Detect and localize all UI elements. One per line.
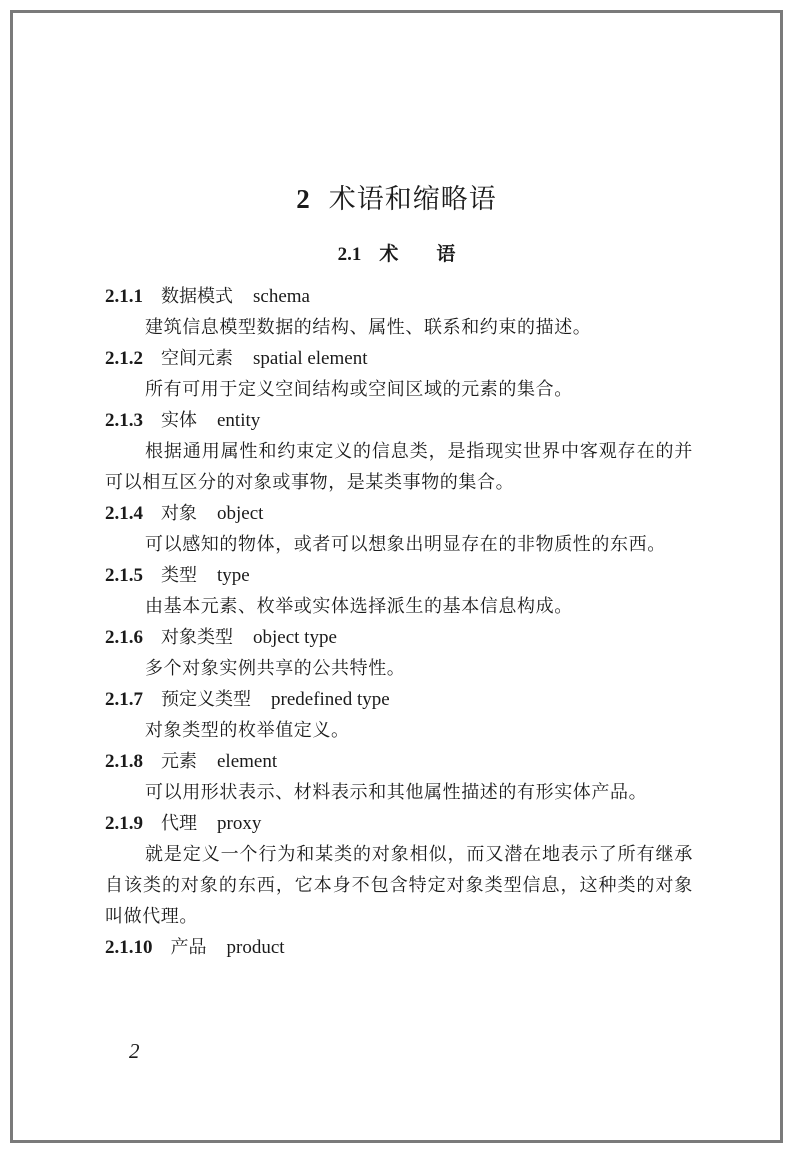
term-heading [105, 281, 693, 312]
term-definition: 建筑信息模型数据的结构、属性、联系和约束的描述。 [145, 317, 592, 338]
term-chinese: 对象类型 [161, 627, 233, 648]
chapter-number: 2 [296, 184, 311, 214]
term-entry [105, 746, 693, 808]
term-definition: 对象类型的枚举值定义。 [145, 720, 350, 741]
term-definition: 可以用形状表示、材料表示和其他属性描述的有形实体产品。 [145, 782, 648, 803]
chapter-title-text: 术语和缩略语 [328, 184, 497, 215]
term-chinese: 产品 [170, 937, 207, 958]
term-heading [105, 405, 693, 436]
term-entry [105, 405, 693, 498]
term-heading [105, 498, 693, 529]
term-chinese: 元素 [161, 751, 197, 772]
term-definition: 就是定义一个行为和某类的对象相似，而又潜在地表示了所有继承自该类的对象的东西，它本身不包含特定对象类型信息，这种类的对象叫做代理。 [105, 844, 693, 927]
term-number: 2.1.5 [105, 565, 143, 586]
term-english: proxy [217, 813, 262, 834]
term-definition: 根据通用属性和约束定义的信息类，是指现实世界中客观存在的并可以相互区分的对象或事物，是某类事物的集合。 [105, 441, 693, 493]
term-definition: 由基本元素、枚举或实体选择派生的基本信息构成。 [145, 596, 573, 617]
term-chinese: 对象 [161, 503, 197, 524]
term-english: predefined type [271, 689, 390, 710]
term-english: product [226, 937, 285, 958]
section-title-part2: 语 [436, 243, 456, 265]
term-chinese: 空间元素 [161, 348, 233, 369]
term-entry [105, 560, 693, 622]
term-heading [105, 808, 693, 839]
term-heading [105, 684, 693, 715]
document-page [10, 10, 783, 1143]
term-chinese: 类型 [161, 565, 197, 586]
term-heading [105, 343, 693, 374]
term-entry [105, 808, 693, 932]
term-english: schema [253, 286, 310, 307]
term-number: 2.1.8 [105, 751, 143, 772]
term-chinese: 代理 [161, 813, 197, 834]
term-english: type [217, 565, 250, 586]
term-english: object type [253, 627, 337, 648]
term-entry [105, 281, 693, 343]
term-number: 2.1.4 [105, 503, 143, 524]
term-number: 2.1.10 [105, 937, 153, 958]
term-chinese: 预定义类型 [161, 689, 251, 710]
term-chinese: 实体 [161, 410, 197, 431]
term-heading [105, 932, 693, 963]
section-title-part1: 术 [379, 243, 399, 265]
term-definition: 所有可用于定义空间结构或空间区域的元素的集合。 [145, 379, 573, 400]
term-number: 2.1.9 [105, 813, 143, 834]
term-entry [105, 684, 693, 746]
term-number: 2.1.1 [105, 286, 143, 307]
term-english: element [217, 751, 278, 772]
term-chinese: 数据模式 [161, 286, 233, 307]
term-number: 2.1.3 [105, 410, 143, 431]
term-number: 2.1.2 [105, 348, 143, 369]
term-entry [105, 343, 693, 405]
term-english: object [217, 503, 264, 524]
term-heading [105, 622, 693, 653]
term-number: 2.1.7 [105, 689, 143, 710]
section-number: 2.1 [337, 244, 362, 265]
chapter-title [13, 179, 780, 220]
term-english: spatial element [253, 348, 368, 369]
term-entry [105, 622, 693, 684]
term-entry [105, 498, 693, 560]
term-definition: 可以感知的物体，或者可以想象出明显存在的非物质性的东西。 [145, 534, 666, 555]
term-definition: 多个对象实例共享的公共特性。 [145, 658, 406, 679]
section-title [13, 239, 780, 270]
term-heading [105, 746, 693, 777]
term-heading [105, 560, 693, 591]
term-english: entity [217, 410, 261, 431]
page-number: 2 [129, 1039, 140, 1063]
terms-list [105, 281, 693, 963]
term-entry [105, 932, 693, 963]
term-number: 2.1.6 [105, 627, 143, 648]
